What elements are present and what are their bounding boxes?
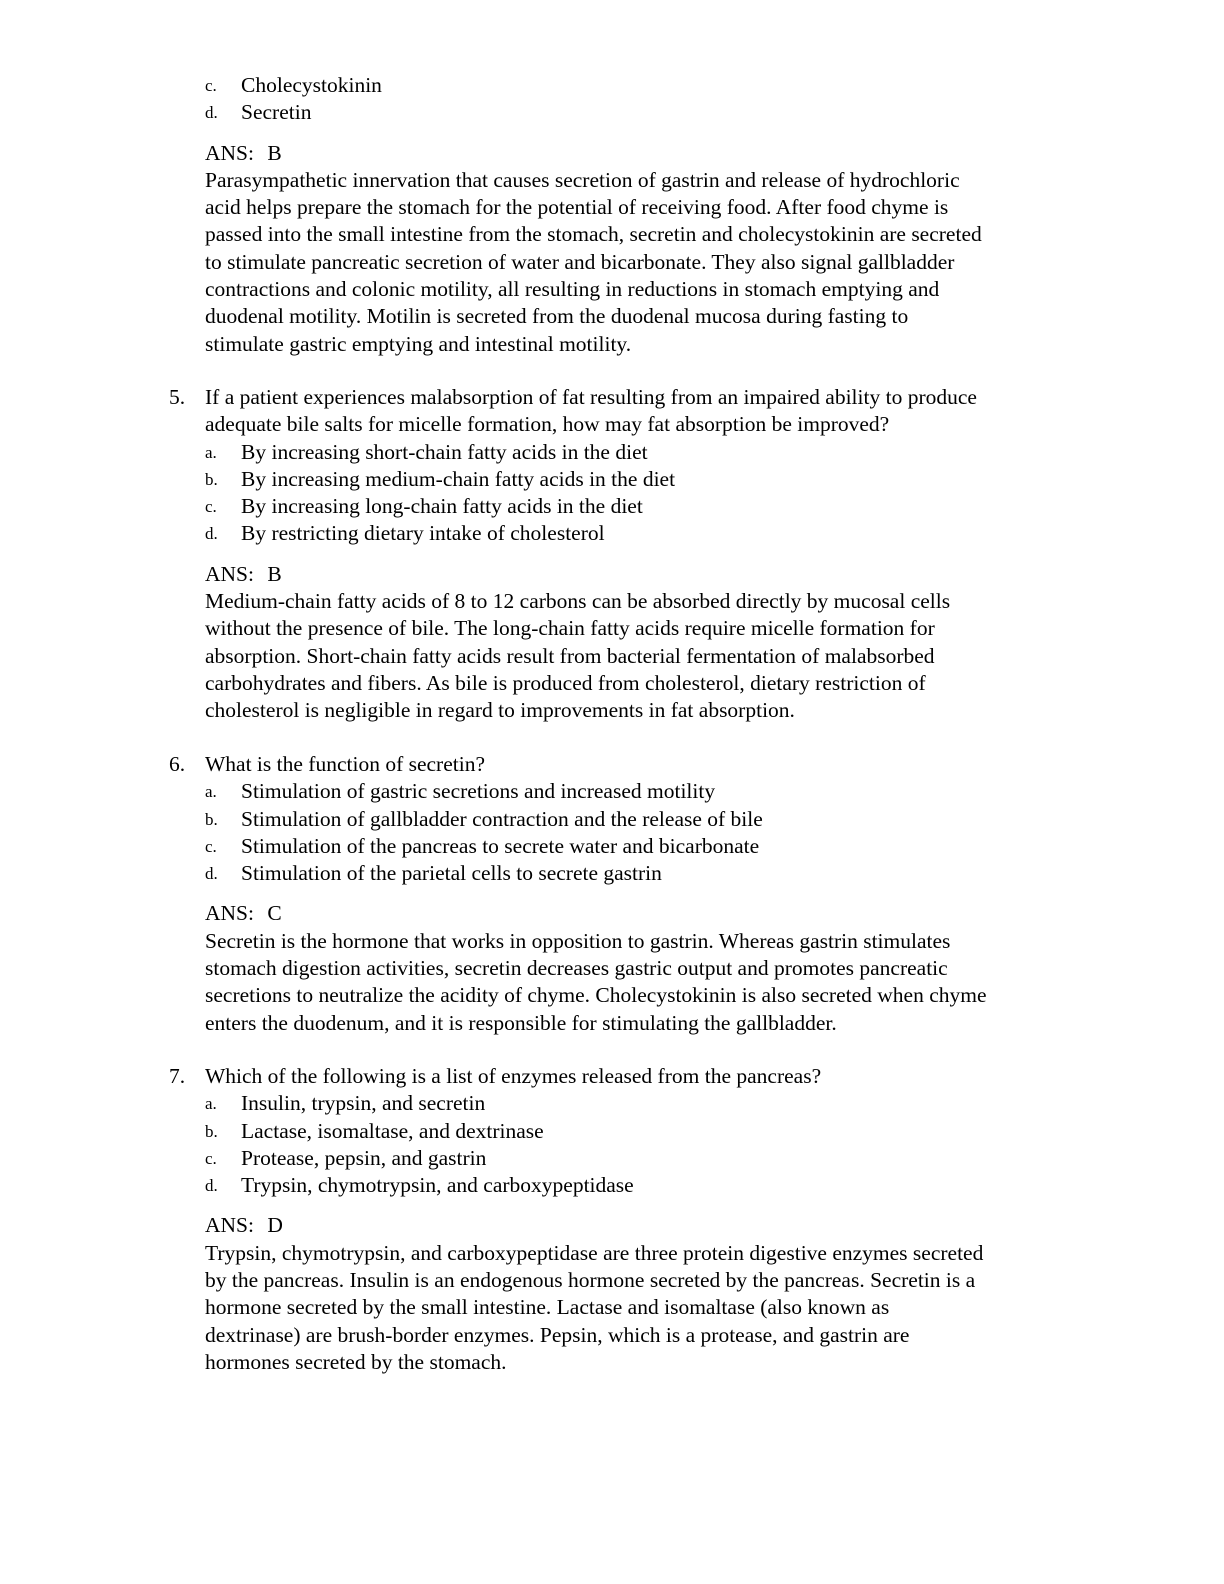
rationale-line: stimulate gastric emptying and intestinal motility.: [205, 331, 632, 356]
rationale-line: secretions to neutralize the acidity of chyme. Cholecystokinin is also secreted when chyme: [205, 983, 987, 1008]
option-b: [0, 1118, 1224, 1145]
option-text: Stimulation of the parietal cells to secrete gastrin: [241, 861, 662, 886]
rationale: [205, 167, 1075, 358]
answer-label: ANS:: [205, 1213, 254, 1238]
option-text: By increasing short-chain fatty acids in the diet: [241, 439, 648, 464]
option-c: [0, 493, 1224, 520]
rationale-line: duodenal motility. Motilin is secreted from the duodenal mucosa during fasting to: [205, 304, 909, 329]
question-stem-line: adequate bile salts for micelle formation, how may fat absorption be improved?: [205, 412, 890, 437]
rationale: [205, 928, 1075, 1037]
question-6: [0, 751, 1224, 1037]
option-letter: b.: [205, 469, 218, 489]
question-5: [0, 384, 1224, 725]
option-d: [0, 1172, 1224, 1199]
answer-value: C: [267, 901, 282, 926]
question-stem-line: If a patient experiences malabsorption of fat resulting from an impaired ability to produce: [205, 385, 977, 409]
option-text: By increasing medium-chain fatty acids in the diet: [241, 466, 676, 491]
option-letter: c.: [205, 76, 217, 95]
option-letter: c.: [205, 1148, 217, 1168]
question-4-continued: [0, 72, 1224, 358]
rationale-line: absorption. Short-chain fatty acids result from bacterial fermentation of malabsorbed: [205, 643, 935, 668]
option-text: Cholecystokinin: [241, 73, 382, 97]
option-d: [0, 860, 1224, 887]
option-d: [0, 520, 1224, 547]
option-letter: d.: [205, 1176, 218, 1196]
question-7: [0, 1063, 1224, 1376]
option-letter: b.: [205, 809, 218, 829]
option-text: Stimulation of gastric secretions and increased motility: [241, 779, 716, 804]
rationale-line: hormone secreted by the small intestine. Lactase and isomaltase (also known as: [205, 1295, 890, 1320]
option-text: Stimulation of gallbladder contraction and the release of bile: [241, 806, 763, 831]
option-text: Insulin, trypsin, and secretin: [241, 1091, 486, 1116]
rationale-line: acid helps prepare the stomach for the potential of receiving food. After food chyme is: [205, 195, 949, 220]
rationale-line: Trypsin, chymotrypsin, and carboxypeptidase are three protein digestive enzymes secreted: [205, 1240, 984, 1265]
option-c: [0, 1145, 1224, 1172]
option-a: [0, 778, 1224, 805]
rationale: [205, 1240, 1075, 1376]
question-stem: [0, 384, 1224, 439]
rationale-line: hormones secreted by the stomach.: [205, 1349, 507, 1374]
rationale-line: Parasympathetic innervation that causes secretion of gastrin and release of hydrochloric: [205, 167, 960, 192]
answer-line: [205, 1212, 1224, 1239]
option-text: By restricting dietary intake of cholesterol: [241, 521, 605, 546]
option-text: Secretin: [241, 100, 312, 125]
rationale: [205, 588, 1075, 724]
option-text: By increasing long-chain fatty acids in the diet: [241, 494, 643, 519]
option-a: [0, 439, 1224, 466]
option-c: [0, 833, 1224, 860]
rationale-line: dextrinase) are brush-border enzymes. Pepsin, which is a protease, and gastrin are: [205, 1322, 910, 1347]
question-stem: [0, 751, 1224, 778]
option-letter: a.: [205, 442, 217, 462]
answer-label: ANS:: [205, 901, 254, 926]
answer-label: ANS:: [205, 140, 254, 165]
answer-label: ANS:: [205, 561, 254, 586]
rationale-line: contractions and colonic motility, all resulting in reductions in stomach emptying and: [205, 277, 940, 302]
rationale-line: to stimulate pancreatic secretion of water and bicarbonate. They also signal gallbladder: [205, 249, 955, 274]
question-stem-line: Which of the following is a list of enzymes released from the pancreas?: [205, 1064, 822, 1088]
option-letter: d.: [205, 103, 218, 123]
answer-value: D: [267, 1213, 283, 1238]
answer-line: [205, 900, 1224, 927]
rationale-line: passed into the small intestine from the stomach, secretin and cholecystokinin are secreted: [205, 222, 982, 247]
question-stem: [0, 1063, 1224, 1090]
option-letter: a.: [205, 782, 217, 802]
rationale-line: Secretin is the hormone that works in opposition to gastrin. Whereas gastrin stimulates: [205, 928, 951, 953]
option-text: Protease, pepsin, and gastrin: [241, 1145, 487, 1170]
rationale-line: cholesterol is negligible in regard to improvements in fat absorption.: [205, 698, 795, 723]
option-letter: a.: [205, 1094, 217, 1114]
option-letter: d.: [205, 864, 218, 884]
rationale-line: by the pancreas. Insulin is an endogenous hormone secreted by the pancreas. Secretin is a: [205, 1268, 976, 1293]
answer-line: [205, 561, 1224, 588]
question-number: 5.: [169, 385, 186, 409]
answer-value: B: [267, 140, 282, 165]
answer-line: [205, 140, 1224, 167]
answer-value: B: [267, 561, 282, 586]
option-text: Stimulation of the pancreas to secrete water and bicarbonate: [241, 833, 760, 858]
question-number: 6.: [169, 752, 186, 776]
option-text: Trypsin, chymotrypsin, and carboxypeptidase: [241, 1173, 634, 1198]
option-b: [0, 806, 1224, 833]
option-letter: d.: [205, 524, 218, 544]
option-letter: c.: [205, 497, 217, 517]
rationale-line: without the presence of bile. The long-chain fatty acids require micelle formation for: [205, 616, 935, 641]
option-a: [0, 1090, 1224, 1117]
option-d: [0, 99, 1224, 126]
option-b: [0, 466, 1224, 493]
rationale-line: Medium-chain fatty acids of 8 to 12 carbons can be absorbed directly by mucosal cells: [205, 589, 951, 614]
option-text: Lactase, isomaltase, and dextrinase: [241, 1118, 544, 1143]
rationale-line: enters the duodenum, and it is responsible for stimulating the gallbladder.: [205, 1010, 837, 1035]
option-letter: b.: [205, 1121, 218, 1141]
question-stem-line: What is the function of secretin?: [205, 752, 485, 776]
rationale-line: carbohydrates and fibers. As bile is produced from cholesterol, dietary restriction of: [205, 670, 926, 695]
option-letter: c.: [205, 836, 217, 856]
question-number: 7.: [169, 1064, 186, 1088]
option-c: [0, 72, 1224, 99]
rationale-line: stomach digestion activities, secretin decreases gastric output and promotes pancreatic: [205, 956, 948, 981]
